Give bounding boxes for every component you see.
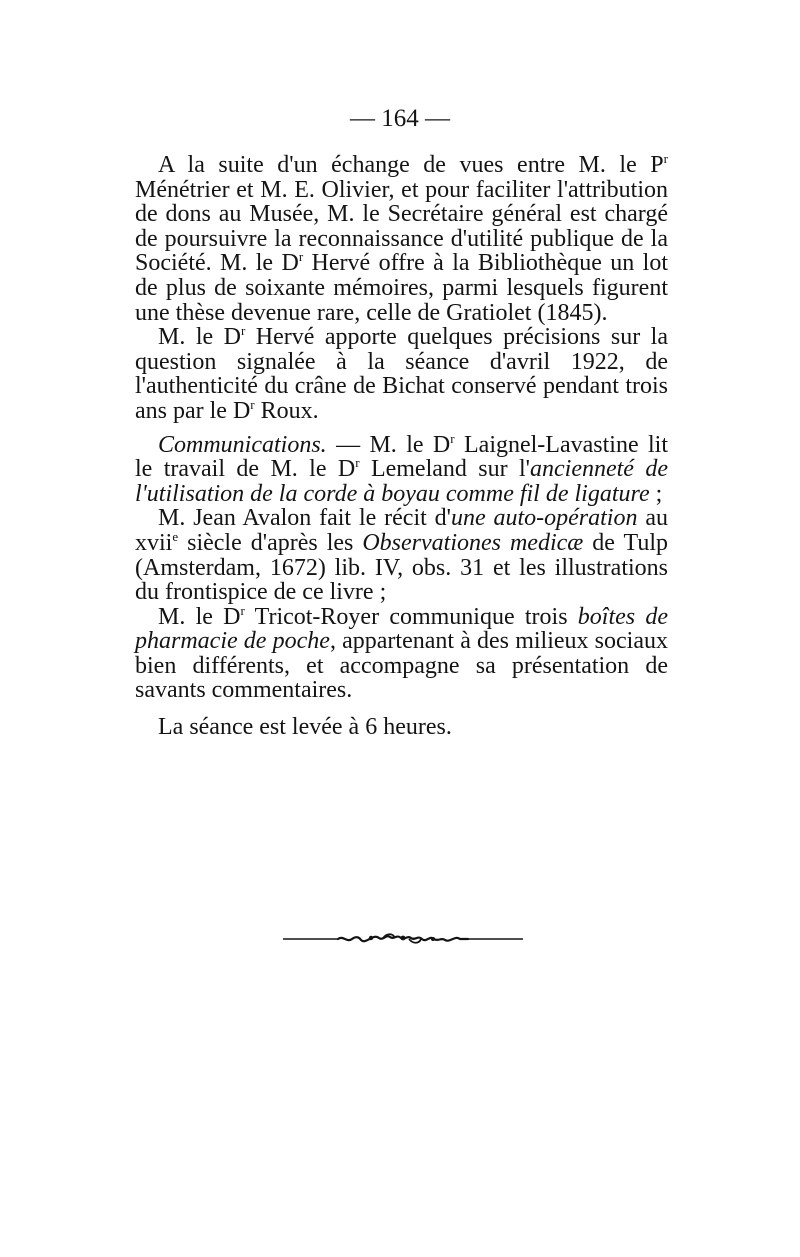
section-heading: Communications.: [158, 431, 327, 458]
body-text: [135, 153, 668, 740]
tailpiece-ornament-icon: [283, 929, 523, 949]
text-run: de Tulp (Amsterdam, 1672) lib. IV, obs. 31 et les illustrations du frontispice de ce livre ;: [135, 529, 668, 606]
text-run: Hervé apporte quelques précisions sur la question signalée à la séance d'avril 1922, de l'authenticité du crâne de Bichat conservé pendant trois ans par le D: [135, 324, 668, 424]
text-run: , appartenant à des milieux sociaux bien différents, et accompagne sa présentation de savants commentaires.: [135, 628, 668, 704]
text-run: Lemeland sur l': [359, 456, 531, 483]
italic-title: boîtes de pharmacie de poche: [135, 603, 669, 655]
text-run: ;: [649, 480, 663, 507]
text-run: M. le D: [158, 324, 241, 351]
text-run: Roux.: [254, 397, 319, 424]
text-run: M. le D: [158, 603, 241, 630]
italic-title: une auto-opération: [450, 505, 638, 532]
paragraph-communications: [135, 430, 669, 507]
text-run: Ménétrier et M. E. Olivier, et pour faciliter l'attribution de dons au Musée, M. le Secrétaire général est chargé de poursuivre la reconnaissance d'utilité publique de la Société. M. le D: [135, 176, 668, 277]
text-run: — M. le D: [326, 431, 451, 458]
superscript: r: [450, 430, 455, 446]
paragraph-avalon: [135, 506, 668, 604]
italic-title: ancienneté de l'utilisation de la corde à boyau comme fil de ligature: [135, 456, 669, 507]
page-number: — 164 —: [350, 105, 450, 132]
paragraph-tricot-royer: [135, 602, 669, 704]
superscript: r: [663, 151, 668, 166]
text-run: A la suite d'un échange de vues entre M. le P: [158, 152, 664, 178]
superscript: e: [172, 528, 179, 544]
paragraph-gift: [135, 153, 668, 325]
text-run: au xvii: [135, 505, 668, 556]
superscript: r: [298, 249, 304, 265]
superscript: r: [355, 455, 360, 471]
text-run: M. Jean Avalon fait le récit d': [158, 505, 451, 532]
superscript: r: [250, 396, 255, 412]
text-run: siècle d'après les: [178, 529, 363, 556]
superscript: r: [240, 323, 246, 339]
italic-title: Observationes medicæ: [362, 529, 584, 556]
text-run: Tricot-Royer communique trois: [244, 603, 578, 630]
paragraph-bichat: [135, 325, 668, 423]
superscript: r: [240, 602, 245, 618]
closing-line: La séance est levée à 6 heures.: [158, 714, 452, 741]
text-run: Hervé offre à la Bibliothèque un lot de plus de soixante mémoires, parmi lesquels figurent une thèse devenue rare, celle de Gratiolet (1845).: [135, 250, 668, 326]
text-run: Laignel-Lavastine lit le travail de M. le D: [135, 431, 668, 483]
